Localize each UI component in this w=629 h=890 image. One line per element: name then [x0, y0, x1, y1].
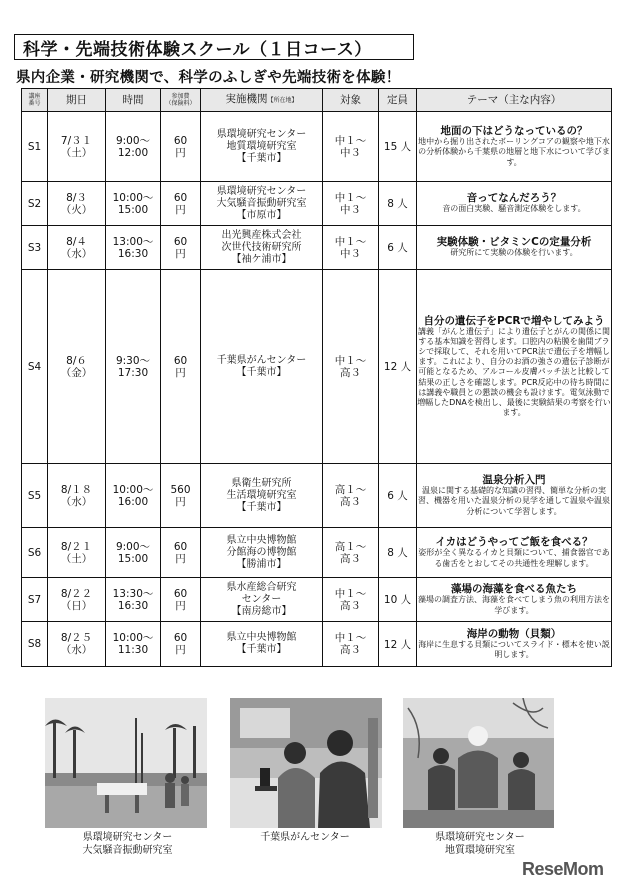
row-date: 8/２１ （土）	[48, 528, 106, 578]
row-institution: 県衛生研究所 生活環境研究室 【千葉市】	[201, 464, 323, 528]
row-code: S8	[22, 622, 48, 667]
row-target: 高１～ 高３	[323, 464, 379, 528]
row-fee: 60 円	[161, 622, 201, 667]
row-fee: 60 円	[161, 182, 201, 226]
table-row	[22, 622, 612, 667]
header-theme: テーマ（主な内容）	[417, 89, 612, 112]
photo-strip	[0, 698, 629, 828]
row-time: 13:30～ 16:30	[106, 578, 161, 622]
row-date: 8/４ （水）	[48, 226, 106, 270]
row-date: 7/３１ （土）	[48, 112, 106, 182]
header-capacity: 定員	[379, 89, 417, 112]
header-fee: 参加費 （保険料）	[161, 89, 201, 112]
photo-caption-3: 県環境研究センター 地質環境研究室	[435, 832, 525, 856]
row-date: 8/１８ （水）	[48, 464, 106, 528]
row-institution: 千葉県がんセンター 【千葉市】	[201, 270, 323, 464]
row-capacity: 6 人	[379, 226, 417, 270]
row-time: 9:30～ 17:30	[106, 270, 161, 464]
photo-lab-microscope	[230, 698, 382, 828]
row-institution: 県環境研究センター 地質環境研究室 【千葉市】	[201, 112, 323, 182]
row-date: 8/２５ （水）	[48, 622, 106, 667]
row-fee: 60 円	[161, 270, 201, 464]
row-code: S3	[22, 226, 48, 270]
row-code: S4	[22, 270, 48, 464]
row-capacity: 15 人	[379, 112, 417, 182]
row-target: 中１～ 中３	[323, 112, 379, 182]
row-fee: 60 円	[161, 226, 201, 270]
row-institution: 県環境研究センター 大気騒音振動研究室 【市原市】	[201, 182, 323, 226]
row-code: S7	[22, 578, 48, 622]
row-fee: 60 円	[161, 578, 201, 622]
row-theme: 地面の下はどうなっているの？ 地中から掘り出されたボーリングコアの観察や地下水の分析体験から千葉県の地層と地下水について学びます。	[417, 112, 612, 182]
row-capacity: 10 人	[379, 578, 417, 622]
table-row	[22, 528, 612, 578]
row-capacity: 6 人	[379, 464, 417, 528]
row-capacity: 12 人	[379, 270, 417, 464]
row-institution: 県水産総合研究 センター 【南房総市】	[201, 578, 323, 622]
table-row	[22, 226, 612, 270]
row-time: 13:00～ 16:30	[106, 226, 161, 270]
schedule-table	[21, 88, 612, 667]
header-date: 期日	[48, 89, 106, 112]
photo-caption-2: 千葉県がんセンター	[260, 832, 350, 843]
row-target: 中１～ 中３	[323, 182, 379, 226]
header-time: 時間	[106, 89, 161, 112]
row-theme: 温泉分析入門 温泉に関する基礎的な知識の習得、簡単な分析の実習、機器を用いた温泉分析の見学を通して温泉や温泉分析について学習します。	[417, 464, 612, 528]
photo-rooftop-measurement	[45, 698, 207, 828]
row-theme: 藻場の海藻を食べる魚たち 藻場の調査方法、海藻を食べてしまう魚の利用方法を学びます。	[417, 578, 612, 622]
header-target: 対象	[323, 89, 379, 112]
table-header-row	[22, 89, 612, 112]
row-theme: 音ってなんだろう？ 音の面白実験、騒音測定体験をします。	[417, 182, 612, 226]
resemom-logo: ReseMom	[522, 859, 604, 879]
row-code: S2	[22, 182, 48, 226]
table-row	[22, 578, 612, 622]
photo-caption-1: 県環境研究センター 大気騒音振動研究室	[82, 832, 173, 856]
page-subtitle: 県内企業・研究機関で、科学のふしぎや先端技術を体験！	[16, 70, 401, 86]
row-theme: 実験体験・ビタミンCの定量分析 研究所にて実験の体験を行います。	[417, 226, 612, 270]
row-time: 10:00～ 11:30	[106, 622, 161, 667]
row-code: S1	[22, 112, 48, 182]
row-target: 中１～ 中３	[323, 226, 379, 270]
table-row	[22, 112, 612, 182]
row-theme: イカはどうやってご飯を食べる？ 姿形が全く異なるイカと貝類について、捕食器官である歯舌をとおしてその共通性を理解します。	[417, 528, 612, 578]
row-target: 中１～ 高３	[323, 578, 379, 622]
row-capacity: 8 人	[379, 528, 417, 578]
row-date: 8/３ （火）	[48, 182, 106, 226]
table-row	[22, 270, 612, 464]
row-institution: 県立中央博物館 分館海の博物館 【勝浦市】	[201, 528, 323, 578]
photo-core-observation	[403, 698, 554, 828]
row-fee: 560 円	[161, 464, 201, 528]
row-target: 中１～ 高３	[323, 622, 379, 667]
row-time: 9:00～ 12:00	[106, 112, 161, 182]
row-institution: 出光興産株式会社 次世代技術研究所 【袖ケ浦市】	[201, 226, 323, 270]
row-fee: 60 円	[161, 528, 201, 578]
row-capacity: 8 人	[379, 182, 417, 226]
row-date: 8/６ （金）	[48, 270, 106, 464]
row-target: 高１～ 高３	[323, 528, 379, 578]
row-code: S5	[22, 464, 48, 528]
table-row	[22, 464, 612, 528]
row-time: 9:00～ 15:00	[106, 528, 161, 578]
row-target: 中１～ 高３	[323, 270, 379, 464]
table-row	[22, 182, 612, 226]
row-date: 8/２２ （日）	[48, 578, 106, 622]
row-time: 10:00～ 15:00	[106, 182, 161, 226]
row-theme: 自分の遺伝子をPCRで増やしてみよう 講義「がんと遺伝子」により遺伝子とがんの関係に関する基本知識を習得します。口腔内の粘膜を歯間ブラシで採取して、それを用いてPCR法で遺伝子を増幅します。これにより、自分のお酒の強さの遺伝子診断が可能となるため、アルコール皮膚パッチ法と比較して結果の正しさを確認します。PCR反応中の待ち時間には講義や職員との懇談の機会も設けます。電気泳動で増幅したDNAを検出し、最後に実験結果の考察を行います。	[417, 270, 612, 464]
row-institution: 県立中央博物館 【千葉市】	[201, 622, 323, 667]
header-institution: 実施機関【所在地】	[201, 89, 323, 112]
row-fee: 60 円	[161, 112, 201, 182]
page-title: 科学・先端技術体験スクール（１日コース）	[14, 34, 414, 60]
header-code: 講座 番号	[22, 89, 48, 112]
row-capacity: 12 人	[379, 622, 417, 667]
row-code: S6	[22, 528, 48, 578]
row-theme: 海岸の動物（貝類） 海岸に生息する貝類についてスライド・標本を使い説明します。	[417, 622, 612, 667]
row-time: 10:00～ 16:00	[106, 464, 161, 528]
